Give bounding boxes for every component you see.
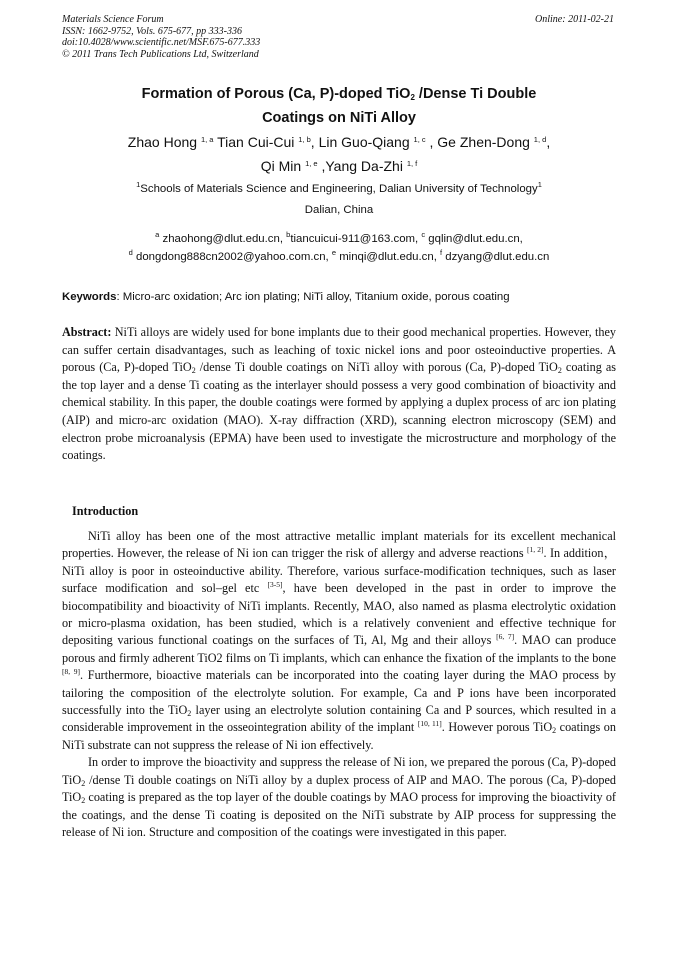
journal-name: Materials Science Forum — [62, 14, 164, 25]
keywords — [62, 289, 616, 305]
intro-paragraph-1: NiTi alloy has been one of the most attractive metallic implant materials for its excellent mechanical properties. However, the release of Ni ion can trigger the risk of allergy and adverse reactions [1, 2]. In addition，NiTi alloy is poor in osteoinductive ability. Therefore, various surface-modification techniques, such as laser surface modification and sol–gel etc [3-5], have been developed in the past in order to improve the biocompatibility and bioactivity of NiTi implants. Recently, MAO, also named as plasma electrolytic oxidation or micro-plasma oxidation, has been studied, which is a relatively convenient and effective technique for depositing various functional coatings on the surfaces of Ti, Al, Mg and their alloys [6, 7]. MAO can produce porous and firmly adherent TiO2 films on Ti implants, which can enhance the fixation of the implants to the bone [8, 9]. Furthermore, bioactive materials can be incorporated into the coating layer during the MAO process by tailoring the composition of the electrolyte solution. For example, Ca and P ions have been incorporated successfully into the TiO$_2$ layer using an electrolyte solution containing Ca and P sources, which resulted in a considerable improvement in the osseointegration ability of the implant [10, 11]. However porous TiO$_2$ coatings on NiTi substrate can not suppress the release of Ni ion effectively. — [62, 529, 616, 752]
paper-title — [62, 82, 616, 130]
email-list: $^a$ zhaohong@dlut.edu.cn, $^b$tiancuicui-911@163.com, $^c$ gqlin@dlut.edu.cn, $^d$ dongdong888cn2002@yahoo.com.cn, $^e$ minqi@dlut.edu.cn, $^f$ dzyang@dlut.edu.cn — [128, 230, 550, 263]
affiliation-city: Dalian, China — [304, 204, 374, 216]
journal-header — [62, 14, 614, 60]
title-line-1: Formation of Porous (Ca, P)-doped TiO$_2$ /Dense Ti Double — [141, 86, 537, 102]
doi-line: doi:10.4028/www.scientific.net/MSF.675-677.333 — [62, 37, 261, 48]
online-date: Online: 2011-02-21 — [535, 14, 614, 25]
abstract-label: Abstract: — [62, 325, 112, 339]
copyright-line: © 2011 Trans Tech Publications Ltd, Switzerland — [62, 48, 259, 60]
author-line-1: Zhao Hong $^{1, a}$ Tian Cui-Cui $^{1, b}$, Lin Guo-Qiang $^{1, c}$ , Ge Zhen-Dong $^{1, d}$, — [127, 134, 551, 150]
keywords-text: : Micro-arc oxidation; Arc ion plating; NiTi alloy, Titanium oxide, porous coating — [116, 291, 510, 303]
issn-line: ISSN: 1662-9752, Vols. 675-677, pp 333-336 — [62, 25, 242, 37]
title-line-2: Coatings on NiTi Alloy — [262, 110, 416, 126]
keywords-label: Keywords — [62, 291, 117, 303]
abstract: Abstract: NiTi alloys are widely used for bone implants due to their good mechanical properties. However, they can suffer certain disadvantages, such as leaching of toxic nickel ions and poor osteoinductive properties. A porous (Ca, P)-doped TiO$_2$ /dense Ti double coatings on NiTi alloy with porous (Ca, P)-doped TiO$_2$ coating as the top layer and a dense Ti coating as the interlayer should possess a very good combination of bioactivity and chemical stability. In this paper, the double coatings were formed by applying a duplex process of arc ion plating (AIP) and micro-arc oxidation (MAO). X-ray diffraction (XRD), scanning electron microscopy (SEM) and electron probe microanalysis (EPMA) have been used to investigate the microstructure and morphology of the coatings. — [62, 325, 617, 463]
intro-paragraph-2: In order to improve the bioactivity and suppress the release of Ni ion, we prepared the porous (Ca, P)-doped TiO$_2$ /dense Ti double coatings on NiTi alloy by a duplex process of AIP and MAO. The porous (Ca, P)-doped TiO$_2$ coating is prepared as the top layer of the double coatings by MAO process for improving the bioactivity of the coatings, and the dense Ti coating is deposited on the NiTi substrate by AIP process for suppressing the release of Ni ion. Structure and composition of the coatings were investigated in this paper. — [62, 755, 616, 839]
author-line-2: Qi Min $^{1, e}$ ,Yang Da-Zhi $^{1, f}$ — [260, 158, 418, 174]
affiliation: $^1$Schools of Materials Science and Engineering, Dalian University of Technology$^1$ Dalian, China — [62, 179, 616, 221]
introduction-body — [62, 528, 616, 841]
introduction-heading: Introduction — [72, 504, 139, 518]
author-list — [62, 130, 616, 178]
